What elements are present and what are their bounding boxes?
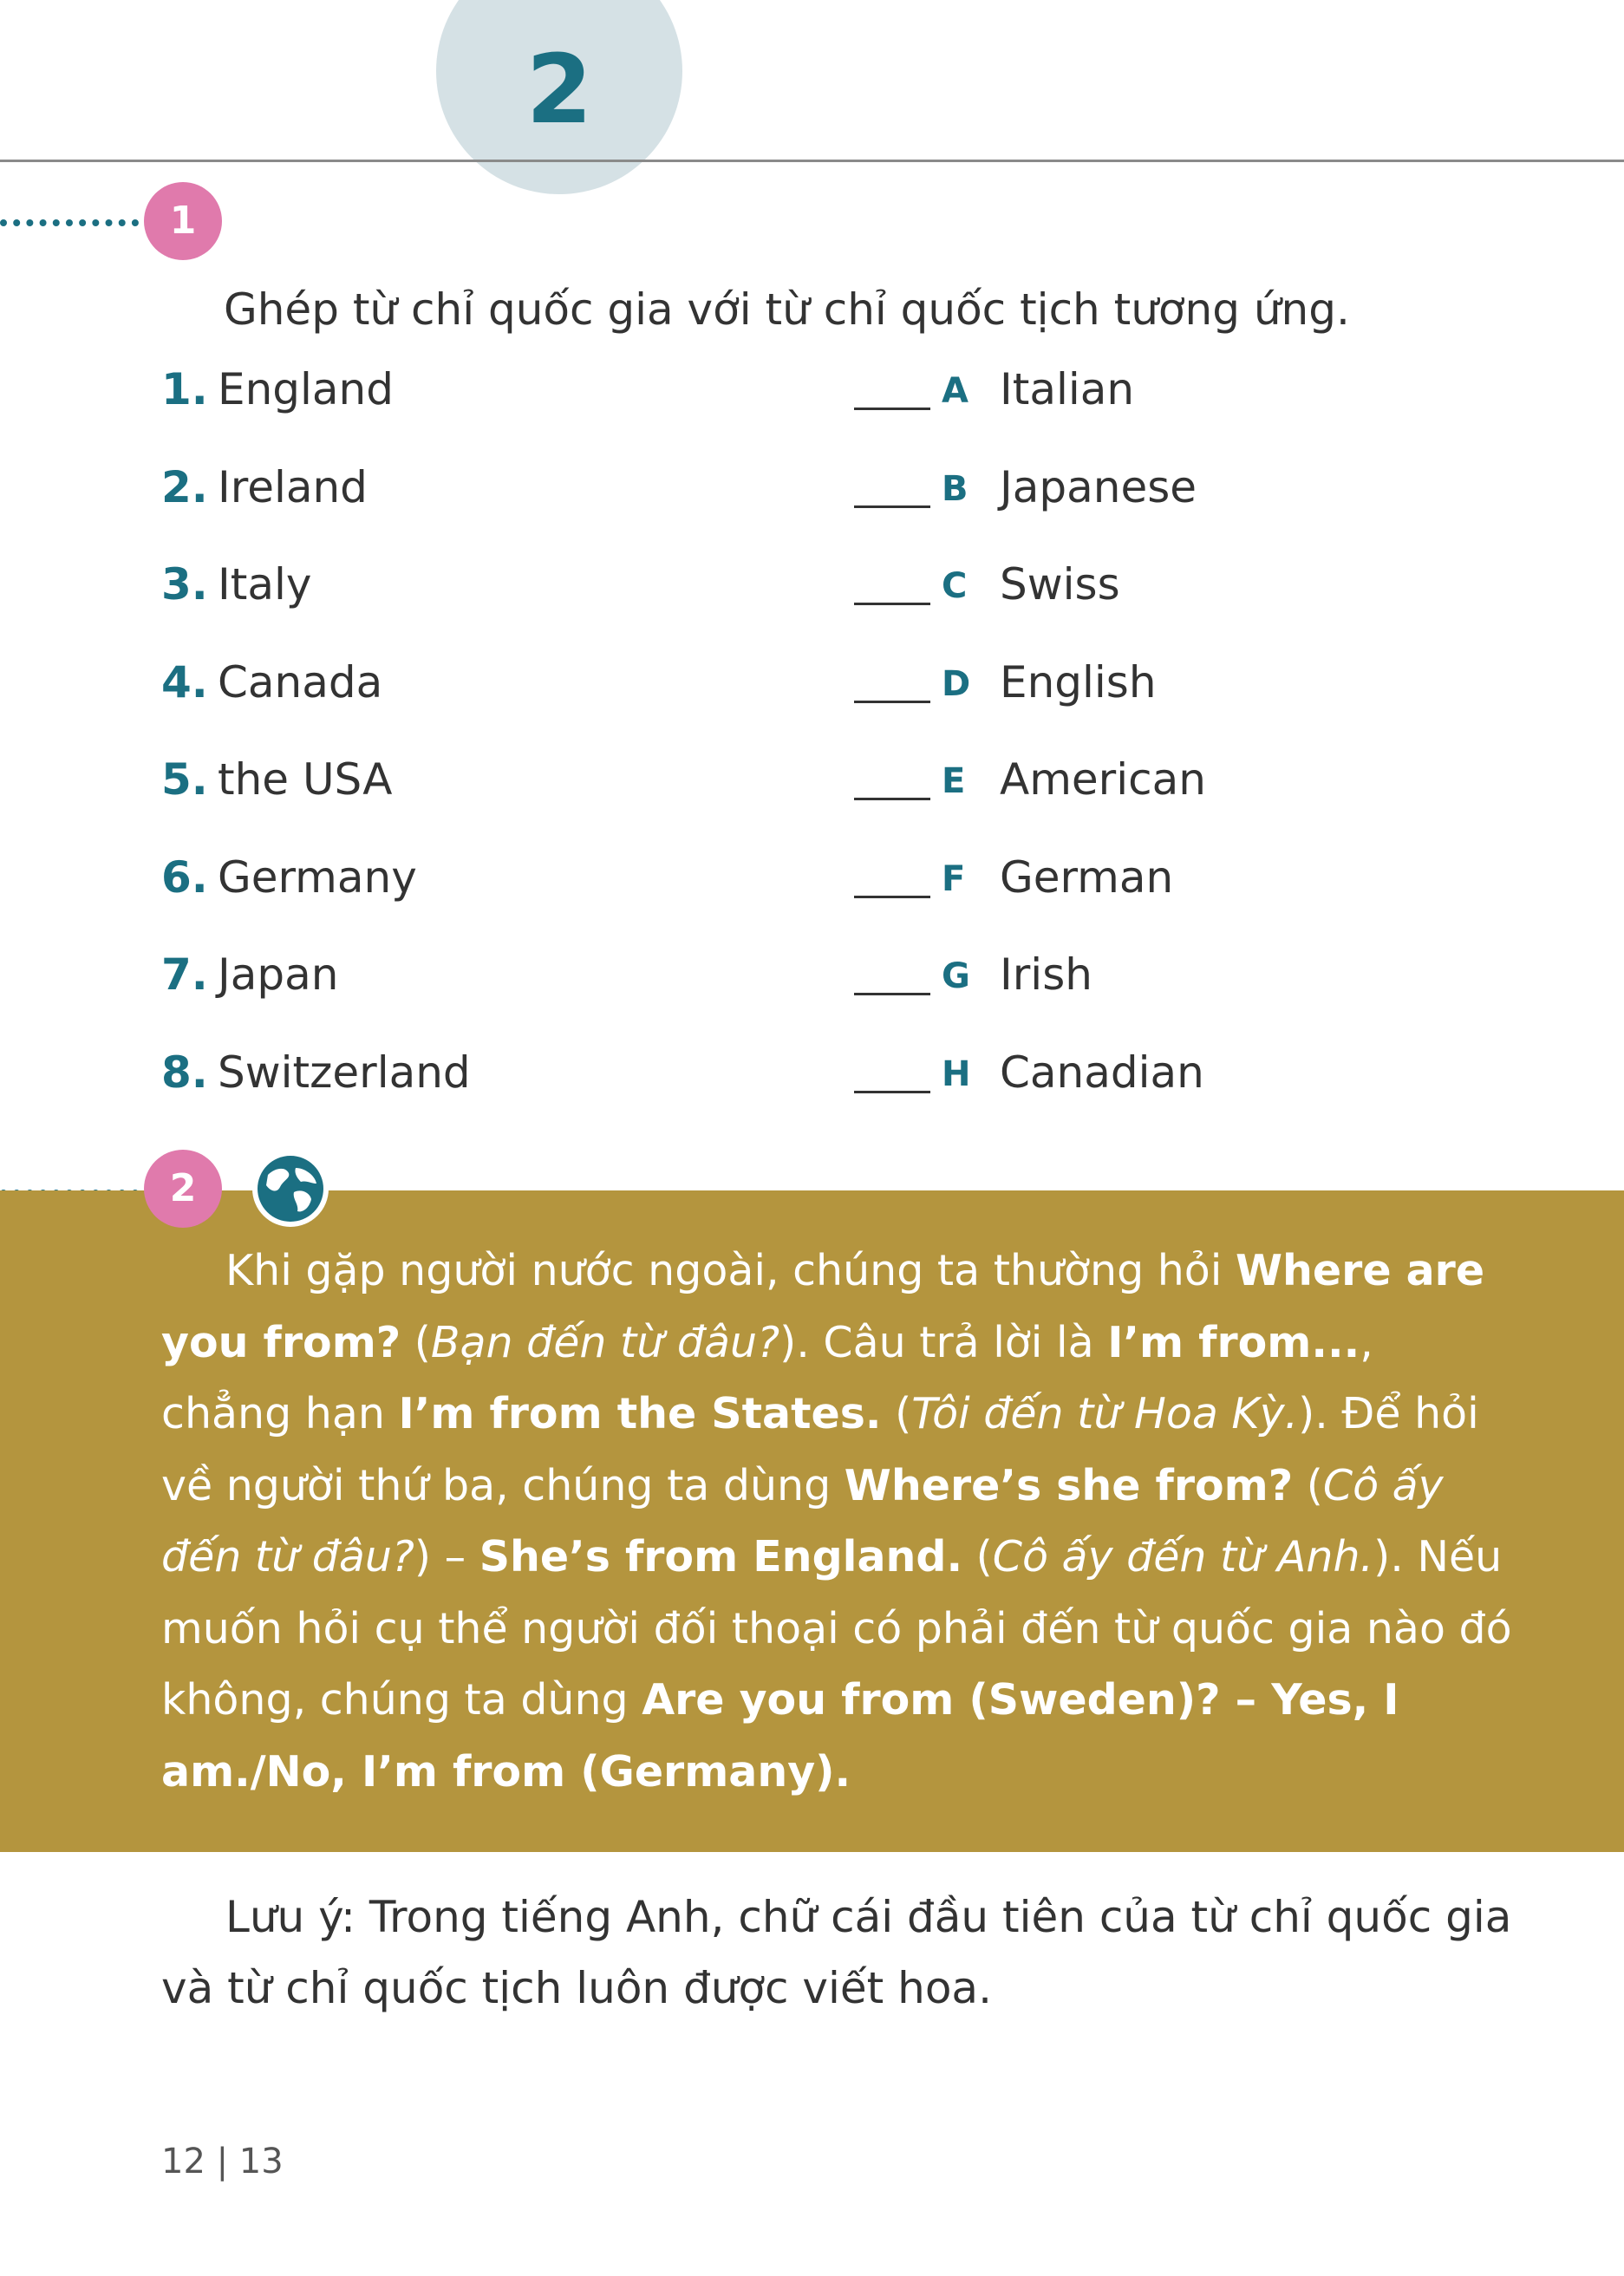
exercise-1-dotted-line bbox=[0, 219, 139, 226]
country-number: 5. bbox=[161, 754, 208, 805]
nationality-name: Italian bbox=[1000, 364, 1135, 414]
country-number: 6. bbox=[161, 851, 208, 903]
country-name: Japan bbox=[218, 949, 339, 1000]
answer-blank[interactable] bbox=[854, 1091, 930, 1093]
answer-blank[interactable] bbox=[854, 896, 930, 898]
exercise-2-badge: 2 bbox=[144, 1150, 222, 1228]
text-run: , chẳng hạn bbox=[161, 1317, 1373, 1438]
answer-blank[interactable] bbox=[854, 505, 930, 508]
italic-translation: Cô ấy đến từ Anh. bbox=[992, 1532, 1374, 1581]
info-paragraph bbox=[161, 1236, 1514, 1808]
answer-blank[interactable] bbox=[854, 798, 930, 800]
option-letter: G bbox=[942, 956, 970, 996]
text-run: ) – bbox=[414, 1532, 479, 1581]
globe-icon bbox=[251, 1149, 330, 1229]
exercise-1-badge: 1 bbox=[144, 182, 222, 260]
page-number: 12 | 13 bbox=[161, 2142, 284, 2181]
text-run: ( bbox=[401, 1317, 431, 1367]
bold-phrase: I’m from... bbox=[1107, 1317, 1360, 1367]
text-run: ). Câu trả lời là bbox=[779, 1317, 1108, 1367]
chapter-number: 2 bbox=[525, 34, 593, 145]
exercise-1-instruction: Ghép từ chỉ quốc gia với từ chỉ quốc tịch tương ứng. bbox=[224, 284, 1350, 335]
text-run: ( bbox=[962, 1532, 993, 1581]
country-number: 8. bbox=[161, 1047, 208, 1098]
bold-phrase: Where’s she from? bbox=[844, 1460, 1294, 1510]
italic-translation: Cô ấy đến từ đâu? bbox=[161, 1460, 1444, 1581]
nationality-name: Swiss bbox=[1000, 559, 1120, 610]
nationality-name: American bbox=[1000, 754, 1206, 805]
text-run: ). Nếu muốn hỏi cụ thể người đối thoại có phải đến từ quốc gia nào đó không, chúng ta dùng bbox=[161, 1532, 1512, 1725]
country-name: Ireland bbox=[218, 461, 368, 512]
bold-phrase: Where are you from? bbox=[161, 1246, 1485, 1367]
country-number: 2. bbox=[161, 461, 208, 512]
text-run: Khi gặp người nước ngoài, chúng ta thường hỏi bbox=[225, 1246, 1236, 1295]
option-letter: F bbox=[942, 858, 966, 899]
country-number: 4. bbox=[161, 656, 208, 708]
nationality-name: German bbox=[1000, 851, 1174, 903]
country-name: Italy bbox=[218, 559, 312, 610]
option-letter: C bbox=[942, 566, 968, 606]
nationality-name: Canadian bbox=[1000, 1047, 1204, 1098]
country-number: 7. bbox=[161, 949, 208, 1000]
nationality-name: Irish bbox=[1000, 949, 1092, 1000]
text-run: ). Để hỏi về người thứ ba, chúng ta dùng bbox=[161, 1389, 1479, 1510]
bold-phrase: Are you from (Sweden)? – Yes, I am./No, I’m from (Germany). bbox=[161, 1675, 1399, 1797]
option-letter: D bbox=[942, 663, 971, 704]
country-number: 1. bbox=[161, 364, 208, 414]
option-letter: B bbox=[942, 468, 969, 509]
option-letter: A bbox=[942, 371, 969, 411]
answer-blank[interactable] bbox=[854, 701, 930, 703]
answer-blank[interactable] bbox=[854, 603, 930, 605]
italic-translation: Bạn đến từ đâu? bbox=[430, 1317, 780, 1367]
country-name: the USA bbox=[218, 754, 393, 805]
country-name: England bbox=[218, 364, 394, 414]
bold-phrase: I’m from the States. bbox=[398, 1389, 882, 1438]
country-name: Canada bbox=[218, 656, 383, 708]
country-name: Germany bbox=[218, 851, 417, 903]
note-paragraph: Lưu ý: Trong tiếng Anh, chữ cái đầu tiên của từ chỉ quốc gia và từ chỉ quốc tịch luôn được viết hoa. bbox=[161, 1892, 1512, 2013]
bold-phrase: She’s from England. bbox=[479, 1532, 963, 1581]
answer-blank[interactable] bbox=[854, 408, 930, 410]
italic-translation: Tôi đến từ Hoa Kỳ. bbox=[911, 1389, 1299, 1438]
option-letter: E bbox=[942, 761, 966, 801]
text-run: ( bbox=[881, 1389, 912, 1438]
nationality-name: English bbox=[1000, 656, 1157, 708]
text-run: ( bbox=[1293, 1460, 1323, 1510]
answer-blank[interactable] bbox=[854, 993, 930, 995]
option-letter: H bbox=[942, 1053, 971, 1094]
country-number: 3. bbox=[161, 559, 208, 610]
header-divider bbox=[0, 160, 1624, 162]
nationality-name: Japanese bbox=[1000, 461, 1197, 512]
country-name: Switzerland bbox=[218, 1047, 471, 1098]
